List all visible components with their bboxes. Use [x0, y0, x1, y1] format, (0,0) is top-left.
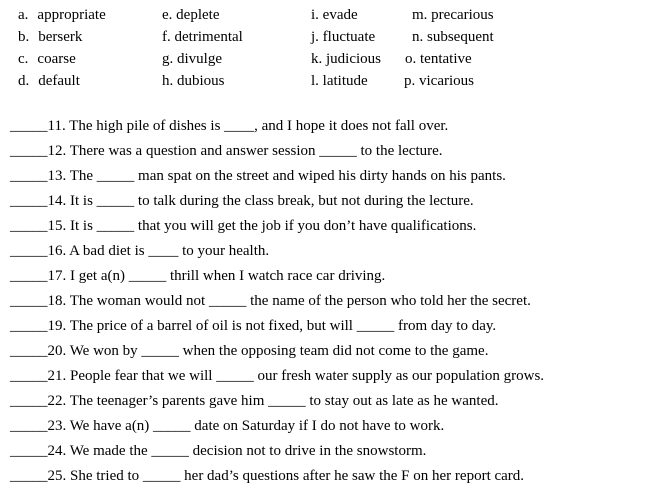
question-item: _____14. It is _____ to talk during the class break, but not during the lecture. — [10, 193, 474, 209]
word-bank-item — [311, 4, 358, 26]
word-bank-row — [0, 4, 653, 26]
question-item: _____16. A bad diet is ____ to your health. — [10, 243, 270, 259]
word-bank-letter: m. — [412, 7, 428, 23]
question-item: _____12. There was a question and answer session _____ to the lecture. — [10, 143, 443, 159]
word-bank-item — [412, 4, 494, 26]
word-bank-word: precarious — [431, 7, 494, 23]
question-item: _____24. We made the _____ decision not to drive in the snowstorm. — [10, 443, 427, 459]
word-bank-row — [0, 48, 653, 70]
word-bank-item — [18, 70, 80, 92]
word-bank-letter: e. — [162, 7, 173, 23]
question-item: _____13. The _____ man spat on the street and wiped his dirty hands on his pants. — [10, 168, 506, 184]
question-item: _____18. The woman would not _____ the name of the person who told her the secret. — [10, 293, 531, 309]
word-bank-item — [404, 70, 474, 92]
word-bank-word: evade — [322, 7, 358, 23]
question-item: _____19. The price of a barrel of oil is not fixed, but will _____ from day to day. — [10, 318, 497, 334]
word-bank-letter: j. — [311, 29, 319, 45]
question-item: _____17. I get a(n) _____ thrill when I watch race car driving. — [10, 268, 386, 284]
word-bank-letter: c. — [18, 51, 29, 67]
word-bank-item — [162, 48, 222, 70]
word-bank-word: coarse — [37, 51, 76, 67]
word-bank-row — [0, 70, 653, 92]
word-bank-item — [162, 4, 219, 26]
word-bank-item — [311, 70, 368, 92]
word-bank-letter: f. — [162, 29, 171, 45]
question-item: _____11. The high pile of dishes is ____, and I hope it does not fall over. — [10, 118, 449, 134]
word-bank-item — [18, 4, 106, 26]
word-bank-word: tentative — [420, 51, 472, 67]
word-bank-letter: b. — [18, 29, 30, 45]
word-bank-word: berserk — [38, 29, 83, 45]
word-bank-letter: i. — [311, 7, 319, 23]
word-bank — [0, 0, 653, 100]
word-bank-word: fluctuate — [322, 29, 376, 45]
word-bank-word: appropriate — [37, 7, 106, 23]
word-bank-word: deplete — [176, 7, 220, 23]
word-bank-letter: l. — [311, 73, 319, 89]
word-bank-letter: o. — [405, 51, 417, 67]
word-bank-letter: a. — [18, 7, 29, 23]
word-bank-item — [162, 26, 243, 48]
word-bank-item — [405, 48, 472, 70]
question-item: _____20. We won by _____ when the opposing team did not come to the game. — [10, 343, 489, 359]
word-bank-letter: h. — [162, 73, 174, 89]
question-item: _____22. The teenager’s parents gave him _____ to stay out as late as he wanted. — [10, 393, 499, 409]
word-bank-word: divulge — [177, 51, 222, 67]
word-bank-letter: g. — [162, 51, 174, 67]
word-bank-item — [311, 26, 375, 48]
word-bank-letter: k. — [311, 51, 323, 67]
word-bank-word: default — [38, 73, 80, 89]
word-bank-word: detrimental — [174, 29, 243, 45]
word-bank-item — [18, 48, 76, 70]
word-bank-letter: d. — [18, 73, 30, 89]
word-bank-row — [0, 26, 653, 48]
word-bank-letter: p. — [404, 73, 416, 89]
word-bank-word: vicarious — [419, 73, 474, 89]
question-item: _____25. She tried to _____ her dad’s questions after he saw the F on her report card. — [10, 468, 525, 484]
question-item: _____15. It is _____ that you will get the job if you don’t have qualifications. — [10, 218, 477, 234]
word-bank-item — [162, 70, 225, 92]
word-bank-word: judicious — [326, 51, 381, 67]
word-bank-item — [311, 48, 381, 70]
word-bank-word: dubious — [177, 73, 225, 89]
word-bank-word: latitude — [322, 73, 368, 89]
word-bank-item — [412, 26, 494, 48]
word-bank-letter: n. — [412, 29, 424, 45]
question-item: _____23. We have a(n) _____ date on Saturday if I do not have to work. — [10, 418, 445, 434]
word-bank-word: subsequent — [427, 29, 494, 45]
question-item: _____21. People fear that we will _____ our fresh water supply as our population grows. — [10, 368, 545, 384]
word-bank-item — [18, 26, 82, 48]
